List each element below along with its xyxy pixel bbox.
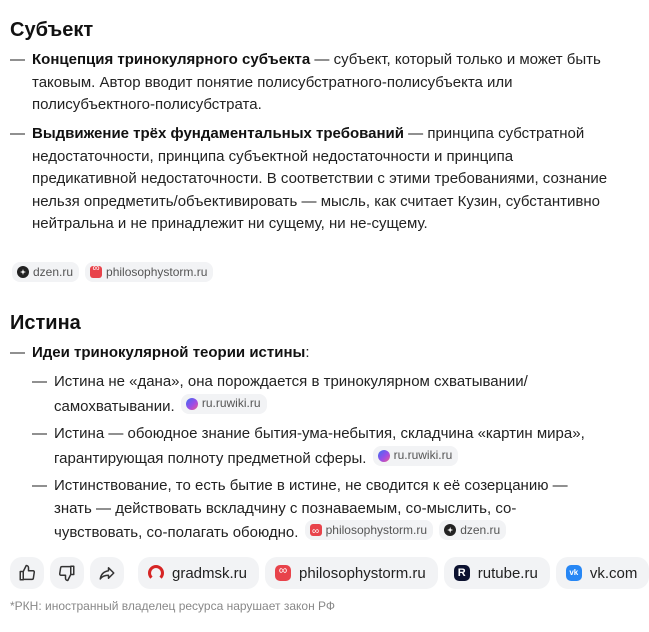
bottom-action-bar bbox=[10, 557, 649, 589]
list-item bbox=[10, 342, 610, 365]
dzen-icon bbox=[444, 524, 456, 536]
chip-label: vk.com bbox=[589, 564, 638, 582]
item-text: — принципа субстратной недостаточности, принципа субъектной недостаточности и принципа предикативной недостаточности. В соответствии с этими требованиями, сознание нельзя опредметить/объективировать — мысль, как считает Кузин, субстантивно нейтральна и не принадлежит ни сущему, ни не-сущему. bbox=[32, 125, 608, 232]
philosophystorm-icon bbox=[275, 565, 291, 581]
source-chip-rutube[interactable] bbox=[444, 557, 550, 589]
dash-marker: — bbox=[10, 344, 25, 361]
source-label: philosophystorm.ru bbox=[325, 522, 428, 537]
like-icon bbox=[18, 564, 36, 582]
chip-label: philosophystorm.ru bbox=[299, 564, 426, 582]
share-button[interactable] bbox=[90, 557, 124, 589]
dash-marker: — bbox=[32, 477, 47, 494]
chip-label: gradmsk.ru bbox=[172, 564, 248, 582]
item-text: Истина не «дана», она порождается в тринокулярном схватывании/самохватывании. bbox=[54, 373, 528, 415]
dash-marker: — bbox=[32, 425, 47, 442]
section-heading-truth: Истина bbox=[10, 312, 81, 334]
source-chip-gradmsk[interactable] bbox=[138, 557, 259, 589]
vk-icon bbox=[566, 565, 582, 581]
chip-label: rutube.ru bbox=[477, 564, 538, 582]
item-title: Идеи тринокулярной теории истины bbox=[32, 344, 306, 361]
source-label: ru.ruwiki.ru bbox=[393, 448, 453, 463]
rutube-icon bbox=[454, 565, 470, 581]
section-heading-subject: Субъект bbox=[10, 19, 94, 41]
source-chip[interactable] bbox=[439, 520, 506, 540]
source-chip-philosophystorm[interactable] bbox=[265, 557, 438, 589]
source-label: philosophystorm.ru bbox=[106, 265, 208, 279]
item-text: — субъект, который только и может быть таковым. Автор вводит понятие полисубстратного-полисубъекта или полисубъектного-полисубстрата. bbox=[32, 51, 601, 113]
ruwiki-icon bbox=[186, 398, 198, 410]
dislike-icon bbox=[58, 564, 76, 582]
ruwiki-icon bbox=[378, 450, 390, 462]
dislike-button[interactable] bbox=[50, 557, 84, 589]
source-chip-vk[interactable] bbox=[556, 557, 649, 589]
philosophystorm-icon bbox=[90, 266, 102, 278]
source-chip[interactable] bbox=[305, 520, 433, 540]
item-text: Истинствование, то есть бытие в истине, не сводится к её созерцанию — знать — действовать вскладчину с познаваемым, со-мыслить, со-чувствовать, со-полагать обоюдно. bbox=[54, 477, 568, 541]
philosophystorm-icon bbox=[310, 524, 322, 536]
source-label: dzen.ru bbox=[33, 265, 74, 279]
list-item bbox=[10, 371, 590, 418]
source-label: dzen.ru bbox=[460, 522, 501, 537]
gradmsk-icon bbox=[148, 565, 164, 581]
source-chip[interactable] bbox=[12, 262, 79, 282]
sources-row bbox=[12, 262, 213, 282]
item-title: Концепция тринокулярного субъекта bbox=[32, 51, 311, 68]
source-label: ru.ruwiki.ru bbox=[201, 396, 261, 411]
dash-marker: — bbox=[32, 373, 47, 390]
item-colon: : bbox=[305, 344, 310, 361]
share-icon bbox=[98, 564, 116, 582]
item-text: Истина — обоюдное знание бытия-ума-небытия, складчина «картин мира», гарантирующая полноту предметной сферы. bbox=[54, 425, 585, 467]
source-chip[interactable] bbox=[85, 262, 213, 282]
list-item bbox=[10, 123, 610, 236]
source-chip[interactable] bbox=[181, 394, 267, 414]
source-chip[interactable] bbox=[373, 446, 459, 466]
like-button[interactable] bbox=[10, 557, 44, 589]
footnote-disclaimer: *РКН: иностранный владелец ресурса нарушает закон РФ bbox=[10, 599, 336, 613]
dash-marker: — bbox=[10, 51, 25, 68]
list-item bbox=[10, 49, 610, 117]
dzen-icon bbox=[17, 266, 29, 278]
list-item bbox=[10, 475, 590, 545]
dash-marker: — bbox=[10, 125, 25, 142]
list-item bbox=[10, 423, 590, 470]
item-title: Выдвижение трёх фундаментальных требований bbox=[32, 125, 404, 142]
